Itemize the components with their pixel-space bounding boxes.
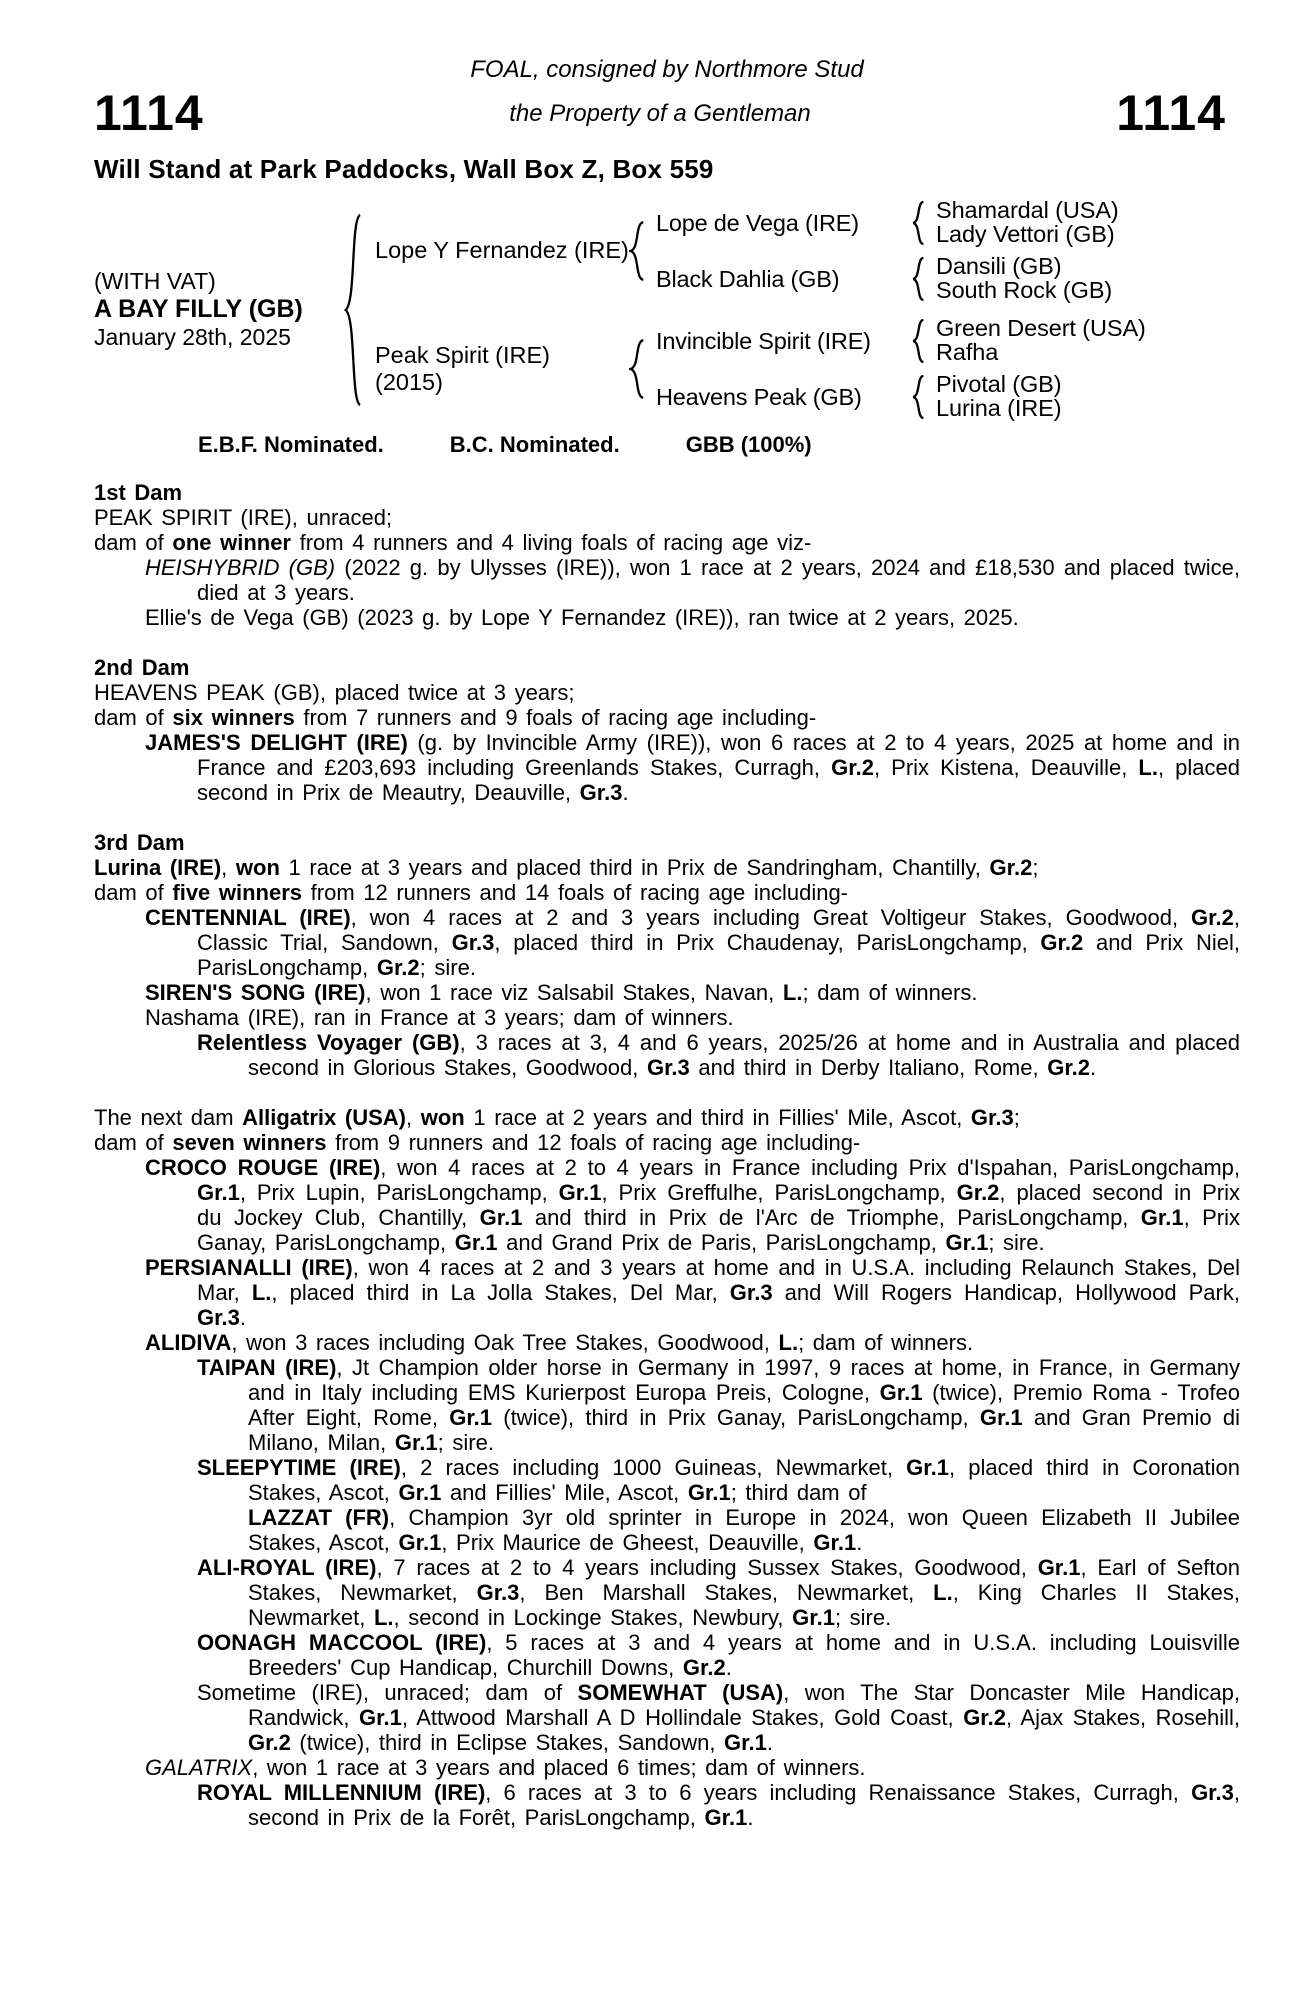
pedigree-paragraph: ALI-ROYAL (IRE), 7 races at 2 to 4 years including Sussex Stakes, Goodwood, Gr.1, Earl of Sefton Stakes, Newmarket, Gr.3, Ben Marshall Stakes, Newmarket, L., King Charles II Stakes, Newmarket, L., second in Lockinge Stakes, Newbury, Gr.1; sire. bbox=[197, 1555, 1240, 1630]
sire-dam-name: Black Dahlia (GB) bbox=[656, 265, 840, 292]
pedigree-paragraph: Sometime (IRE), unraced; dam of SOMEWHAT (USA), won The Star Doncaster Mile Handicap, Randwick, Gr.1, Attwood Marshall A D Hollindale Stakes, Gold Coast, Gr.2, Ajax Stakes, Rosehill, Gr.2 (twice), third in Eclipse Stakes, Sandown, Gr.1. bbox=[197, 1680, 1240, 1755]
lot-number-left: 1114 bbox=[94, 85, 204, 141]
pedigree-paragraph: CROCO ROUGE (IRE), won 4 races at 2 to 4 years in France including Prix d'Ispahan, ParisLongchamp, Gr.1, Prix Lupin, ParisLongchamp, Gr.1, Prix Greffulhe, ParisLongchamp, Gr.2, placed second in Prix du Jockey Club, Chantilly, Gr.1 and third in Prix de l'Arc de Triomphe, ParisLongchamp, Gr.1, Prix Ganay, ParisLongchamp, Gr.1 and Grand Prix de Paris, ParisLongchamp, Gr.1; sire. bbox=[145, 1155, 1241, 1255]
foal-date: January 28th, 2025 bbox=[94, 324, 291, 350]
sire-sire-name: Lope de Vega (IRE) bbox=[656, 209, 859, 236]
pedigree-paragraph: CENTENNIAL (IRE), won 4 races at 2 and 3 years including Great Voltigeur Stakes, Goodwood, Gr.2, Classic Trial, Sandown, Gr.3, placed third in Prix Chaudenay, ParisLongchamp, Gr.2 and Prix Niel, ParisLongchamp, Gr.2; sire. bbox=[145, 905, 1240, 980]
pedigree-paragraph: Nashama (IRE), ran in France at 3 years; dam of winners. bbox=[145, 1005, 734, 1030]
page-header bbox=[94, 56, 1240, 185]
section-heading: 3rd Dam bbox=[94, 830, 185, 855]
gbb-badge: GBB (100%) bbox=[685, 432, 812, 457]
sire-cell bbox=[361, 199, 1240, 302]
great-granddam: Rafha bbox=[936, 338, 999, 365]
pedigree-paragraph: JAMES'S DELIGHT (IRE) (g. by Invincible Army (IRE)), won 6 races at 2 to 4 years, 2025 at home and in France and £203,693 including Greenlands Stakes, Curragh, Gr.2, Prix Kistena, Deauville, L., placed second in Prix de Meautry, Deauville, Gr.3. bbox=[145, 730, 1241, 805]
foal-description: A BAY FILLY (GB) bbox=[94, 295, 303, 323]
bc-nomination: B.C. Nominated. bbox=[449, 432, 620, 457]
lot-number-right: 1114 bbox=[1116, 85, 1226, 141]
great-grandsire: Pivotal (GB) bbox=[936, 371, 1062, 397]
pedigree-table bbox=[94, 199, 1240, 420]
great-granddam: Lurina (IRE) bbox=[936, 394, 1062, 421]
sire-name-block bbox=[361, 237, 629, 264]
pedigree-paragraph: Relentless Voyager (GB), 3 races at 3, 4 and 6 years, 2025/26 at home and in Australia and placed second in Glorious Stakes, Goodwood, Gr.3 and third in Derby Italiano, Rome, Gr.2. bbox=[197, 1030, 1240, 1080]
dam-name-block bbox=[361, 342, 629, 396]
second-dam-section bbox=[94, 655, 1240, 805]
pedigree-text bbox=[94, 480, 1240, 1830]
pedigree-paragraph: ALIDIVA, won 3 races including Oak Tree Stakes, Goodwood, L.; dam of winners. bbox=[145, 1330, 974, 1355]
pedigree-paragraph: Lurina (IRE), won 1 race at 3 years and placed third in Prix de Sandringham, Chantilly, Gr.2; bbox=[94, 855, 1039, 880]
pedigree-paragraph: LAZZAT (FR), Champion 3yr old sprinter in Europe in 2024, won Queen Elizabeth II Jubilee Stakes, Ascot, Gr.1, Prix Maurice de Gheest, Deauville, Gr.1. bbox=[248, 1505, 1240, 1555]
foal-info bbox=[94, 268, 344, 351]
pedigree-brace-icon bbox=[629, 221, 644, 281]
pedigree-paragraph: SIREN'S SONG (IRE), won 1 race viz Salsabil Stakes, Navan, L.; dam of winners. bbox=[145, 980, 978, 1005]
great-grandsire: Dansili (GB) bbox=[936, 253, 1062, 279]
dam-sire-name: Invincible Spirit (IRE) bbox=[656, 327, 871, 354]
pedigree-paragraph: Ellie's de Vega (GB) (2023 g. by Lope Y Fernandez (IRE)), ran twice at 2 years, 2025. bbox=[145, 605, 1019, 630]
pedigree-brace-icon bbox=[912, 257, 924, 301]
pedigree-brace-icon bbox=[912, 375, 924, 419]
consignor-line: FOAL, consigned by Northmore Stud bbox=[470, 56, 864, 83]
pedigree-paragraph: HEAVENS PEAK (GB), placed twice at 3 years; bbox=[94, 680, 575, 705]
vat-note: (WITH VAT) bbox=[94, 268, 216, 294]
lot-row bbox=[94, 85, 1240, 141]
pedigree-paragraph: PERSIANALLI (IRE), won 4 races at 2 and 3 years at home and in U.S.A. including Relaunch Stakes, Del Mar, L., placed third in La Jolla Stakes, Del Mar, Gr.3 and Will Rogers Handicap, Hollywood Park, Gr.3. bbox=[145, 1255, 1240, 1330]
dam-dam-name: Heavens Peak (GB) bbox=[656, 383, 862, 410]
section-heading: 2nd Dam bbox=[94, 655, 190, 680]
pedigree-brace-icon bbox=[629, 339, 644, 399]
property-line: the Property of a Gentleman bbox=[509, 100, 811, 127]
pedigree-paragraph: OONAGH MACCOOL (IRE), 5 races at 3 and 4 years at home and in U.S.A. including Louisville Breeders' Cup Handicap, Churchill Downs, Gr.2. bbox=[197, 1630, 1240, 1680]
pedigree-brace-icon bbox=[912, 319, 924, 363]
pedigree-paragraph: HEISHYBRID (GB) (2022 g. by Ulysses (IRE)), won 1 race at 2 years, 2024 and £18,530 and placed twice, died at 3 years. bbox=[145, 555, 1240, 605]
pedigree-brace-icon bbox=[344, 211, 361, 409]
third-dam-section bbox=[94, 830, 1240, 1080]
great-grandsire: Shamardal (USA) bbox=[936, 197, 1119, 223]
ebf-nomination: E.B.F. Nominated. bbox=[198, 432, 384, 457]
great-granddam: Lady Vettori (GB) bbox=[936, 220, 1115, 247]
pedigree-paragraph: GALATRIX, won 1 race at 3 years and placed 6 times; dam of winners. bbox=[145, 1755, 866, 1780]
nominations-row bbox=[94, 432, 1240, 458]
stand-location: Will Stand at Park Paddocks, Wall Box Z, Box 559 bbox=[94, 154, 714, 184]
dam-year: (2015) bbox=[375, 368, 443, 395]
pedigree-paragraph: ROYAL MILLENNIUM (IRE), 6 races at 3 to 6 years including Renaissance Stakes, Curragh, Gr.3, second in Prix de la Forêt, ParisLongchamp, Gr.1. bbox=[197, 1780, 1240, 1830]
pedigree-paragraph: SLEEPYTIME (IRE), 2 races including 1000 Guineas, Newmarket, Gr.1, placed third in Coronation Stakes, Ascot, Gr.1 and Fillies' Mile, Ascot, Gr.1; third dam of bbox=[197, 1455, 1241, 1505]
pedigree-paragraph: TAIPAN (IRE), Jt Champion older horse in Germany in 1997, 9 races at home, in France, in Germany and in Italy including EMS Kurierpost Europa Preis, Cologne, Gr.1 (twice), Premio Roma - Trofeo After Eight, Rome, Gr.1 (twice), third in Prix Ganay, ParisLongchamp, Gr.1 and Gran Premio di Milano, Milan, Gr.1; sire. bbox=[197, 1355, 1241, 1455]
great-grandsire: Green Desert (USA) bbox=[936, 315, 1146, 341]
dam-dam-cell bbox=[644, 373, 1240, 420]
dam-name: Peak Spirit (IRE) bbox=[375, 341, 550, 368]
dam-sire-cell bbox=[644, 317, 1240, 364]
pedigree-gen1 bbox=[361, 199, 1240, 420]
pedigree-paragraph: dam of one winner from 4 runners and 4 living foals of racing age viz- bbox=[94, 530, 812, 555]
pedigree-paragraph: dam of five winners from 12 runners and 14 foals of racing age including- bbox=[94, 880, 849, 905]
first-dam-section bbox=[94, 480, 1240, 630]
sire-dam-cell bbox=[644, 255, 1240, 302]
pedigree-paragraph: dam of seven winners from 9 runners and 12 foals of racing age including- bbox=[94, 1130, 861, 1155]
pedigree-paragraph: PEAK SPIRIT (IRE), unraced; bbox=[94, 505, 393, 530]
pedigree-paragraph: The next dam Alligatrix (USA), won 1 race at 2 years and third in Fillies' Mile, Ascot, Gr.3; bbox=[94, 1105, 1020, 1130]
dam-cell bbox=[361, 317, 1240, 420]
sire-name: Lope Y Fernandez (IRE) bbox=[375, 237, 629, 263]
section-heading: 1st Dam bbox=[94, 480, 183, 505]
pedigree-brace-icon bbox=[912, 201, 924, 245]
sire-sire-cell bbox=[644, 199, 1240, 246]
further-dams-section bbox=[94, 1105, 1240, 1830]
great-granddam: South Rock (GB) bbox=[936, 276, 1113, 303]
pedigree-paragraph: dam of six winners from 7 runners and 9 foals of racing age including- bbox=[94, 705, 817, 730]
